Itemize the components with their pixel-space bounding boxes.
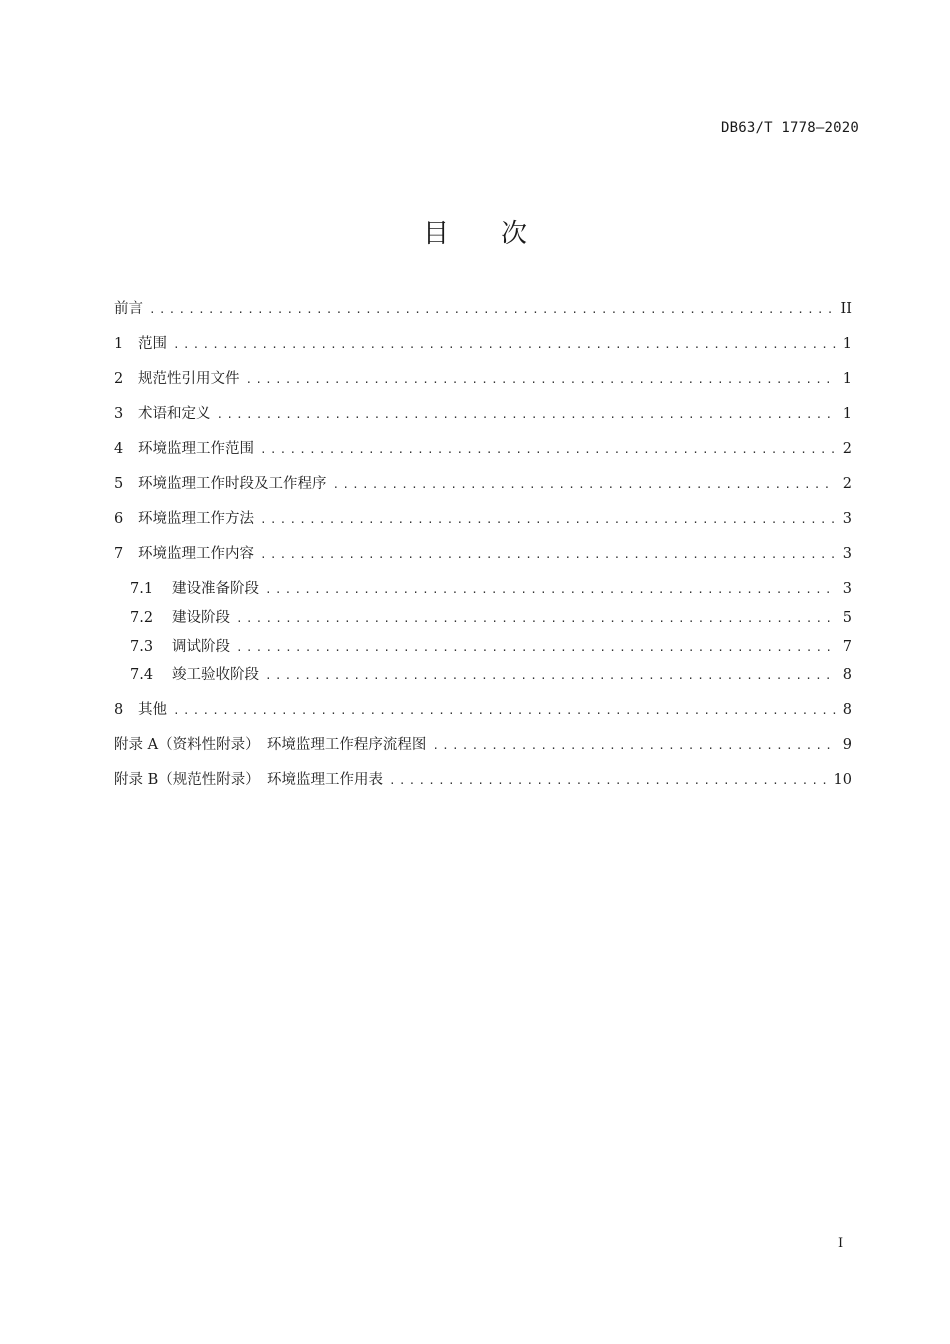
toc-entry-number: 8 — [114, 702, 124, 718]
toc-entry-7-3[interactable] — [130, 636, 852, 658]
toc-entry-appendix-a[interactable] — [114, 734, 852, 756]
toc-entry-number: 7.1 — [130, 581, 154, 597]
dot-leader — [389, 770, 828, 792]
toc-entry-label: 环境监理工作方法 — [138, 511, 254, 527]
toc-entry-6[interactable] — [114, 508, 852, 530]
toc-entry-page: 2 — [842, 476, 852, 492]
toc-entry-label: 范围 — [138, 336, 167, 352]
toc-title-char-2: 次 — [501, 219, 528, 249]
toc-entry-page: 5 — [842, 610, 852, 626]
dot-leader — [217, 404, 837, 426]
toc-entry-label: 其他 — [138, 702, 167, 718]
toc-entry-5[interactable] — [114, 473, 852, 495]
dot-leader — [265, 665, 836, 687]
toc-entry-page: 3 — [842, 581, 852, 597]
toc-entry-appendix-b[interactable] — [114, 769, 852, 791]
document-code: DB63/T 1778—2020 — [720, 120, 859, 136]
toc-entry-page: 1 — [842, 406, 852, 422]
toc-entry-number: 7.2 — [130, 610, 154, 626]
toc-entry-label: 前言 — [114, 301, 143, 317]
toc-entry-label: 环境监理工作范围 — [138, 441, 254, 457]
dot-leader — [173, 334, 836, 356]
toc-entry-number: 2 — [114, 371, 124, 387]
toc-entry-label: 术语和定义 — [138, 406, 211, 422]
page-number: I — [838, 1236, 844, 1251]
toc-entry-page: 3 — [842, 511, 852, 527]
dot-leader — [173, 700, 836, 722]
toc-entry-8[interactable] — [114, 699, 852, 721]
dot-leader — [149, 299, 835, 321]
toc-entry-label: 环境监理工作时段及工作程序 — [138, 476, 327, 492]
toc-entry-page: 9 — [842, 737, 852, 753]
toc-entry-number: 6 — [114, 511, 124, 527]
toc-entry-page: 1 — [842, 371, 852, 387]
dot-leader — [260, 439, 836, 461]
toc-entry-page: 7 — [842, 639, 852, 655]
toc-entry-number: 7.4 — [130, 667, 154, 683]
dot-leader — [260, 509, 836, 531]
toc-entry-label: 附录 A（资料性附录） 环境监理工作程序流程图 — [114, 737, 427, 753]
dot-leader — [333, 474, 837, 496]
toc-entry-7-4[interactable] — [130, 664, 852, 686]
dot-leader — [236, 608, 836, 630]
toc-entry-4[interactable] — [114, 438, 852, 460]
toc-entry-number: 7 — [114, 546, 124, 562]
toc-entry-page: 8 — [842, 667, 852, 683]
toc-entry-label: 建设阶段 — [172, 610, 230, 626]
toc-entry-page: 8 — [842, 702, 852, 718]
toc-entry-page: 10 — [833, 772, 852, 788]
toc-entry-7[interactable] — [114, 543, 852, 565]
toc-entry-foreword[interactable] — [114, 298, 852, 320]
toc-entry-number: 3 — [114, 406, 124, 422]
toc-entry-label: 调试阶段 — [172, 639, 230, 655]
dot-leader — [236, 637, 836, 659]
toc-entry-7-1[interactable] — [130, 578, 852, 600]
toc-entry-number: 7.3 — [130, 639, 154, 655]
toc-entry-label: 竣工验收阶段 — [172, 667, 259, 683]
toc-entry-page: II — [840, 301, 852, 317]
toc-entry-number: 5 — [114, 476, 124, 492]
toc-entry-label: 附录 B（规范性附录） 环境监理工作用表 — [114, 772, 384, 788]
toc-entry-7-2[interactable] — [130, 607, 852, 629]
toc-title — [0, 213, 950, 250]
dot-leader — [265, 579, 836, 601]
dot-leader — [246, 369, 837, 391]
toc-entry-label: 建设准备阶段 — [172, 581, 259, 597]
toc-entry-3[interactable] — [114, 403, 852, 425]
toc-entry-page: 2 — [842, 441, 852, 457]
toc-entry-label: 环境监理工作内容 — [138, 546, 254, 562]
toc-entry-page: 3 — [842, 546, 852, 562]
toc-entry-2[interactable] — [114, 368, 852, 390]
toc-entry-number: 1 — [114, 336, 124, 352]
toc-title-char-1: 目 — [422, 219, 449, 249]
toc-entry-page: 1 — [842, 336, 852, 352]
toc-entry-1[interactable] — [114, 333, 852, 355]
toc-entry-number: 4 — [114, 441, 124, 457]
dot-leader — [260, 544, 836, 566]
toc-entry-label: 规范性引用文件 — [138, 371, 240, 387]
dot-leader — [432, 735, 836, 757]
